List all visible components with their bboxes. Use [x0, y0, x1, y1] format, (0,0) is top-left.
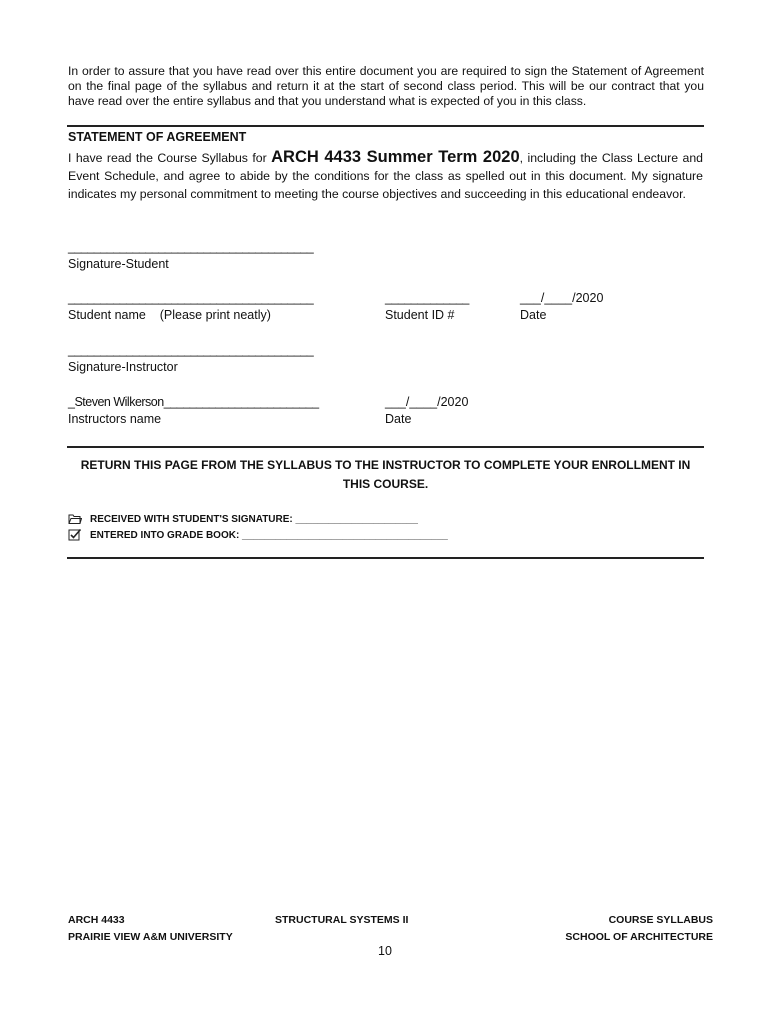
instructor-name-label: Instructors name [68, 412, 162, 426]
checklist-label-grade-book: ENTERED INTO GRADE BOOK: _____________________________________ [90, 529, 448, 541]
student-id-line[interactable]: _____________ [385, 291, 469, 305]
checklist-item-grade-book [68, 529, 448, 541]
footer-course-code: ARCH 4433 [68, 914, 125, 926]
footer-university: PRAIRIE VIEW A&M UNIVERSITY [68, 931, 233, 943]
statement-text-after: , including the Class Lecture and Event Schedule, and agree to abide by the conditions for the class as spelled out in this document. My signature indicates my personal commitment to meeting the course objectives and succeeding in this educational endeavor. [68, 151, 703, 201]
statement-heading: STATEMENT OF AGREEMENT [68, 130, 247, 144]
page-number: 10 [378, 944, 392, 958]
return-instructions: RETURN THIS PAGE FROM THE SYLLABUS TO THE INSTRUCTOR TO COMPLETE YOUR ENROLLMENT IN THIS COURSE. [80, 458, 691, 491]
footer-school: SCHOOL OF ARCHITECTURE [565, 931, 713, 943]
signature-instructor-label: Signature-Instructor [68, 360, 178, 374]
section-divider-middle [67, 446, 704, 448]
checklist-item-received [68, 513, 418, 525]
checked-box-icon[interactable] [68, 529, 82, 541]
footer-course-title: STRUCTURAL SYSTEMS II [275, 914, 409, 926]
student-name-label: Student name (Please print neatly) [68, 308, 271, 322]
instructor-name-line[interactable]: _Steven Wilkerson________________________ [68, 395, 319, 409]
instructor-date-label: Date [385, 412, 412, 426]
folder-icon [68, 513, 82, 525]
checklist-label-received: RECEIVED WITH STUDENT'S SIGNATURE: ______________________ [90, 513, 418, 525]
student-name-line[interactable]: ______________________________________ [68, 291, 314, 305]
student-date-line[interactable]: ___/____/2020 [520, 291, 604, 305]
section-divider-bottom [67, 557, 704, 559]
statement-text-before: I have read the Course Syllabus for [68, 151, 272, 165]
student-id-label: Student ID # [385, 308, 455, 322]
student-date-label: Date [520, 308, 547, 322]
course-name: ARCH 4433 Summer Term 2020 [271, 148, 520, 166]
section-divider-top [67, 125, 704, 127]
instructor-date-line[interactable]: ___/____/2020 [385, 395, 469, 409]
footer-doc-type: COURSE SYLLABUS [608, 914, 713, 926]
intro-paragraph: In order to assure that you have read over this entire document you are required to sign the Statement of Agreement on the final page of the syllabus and return it at the start of second class period. This will be our contract that you have read over the entire syllabus and that you understand what is expected of you in this class. [68, 64, 704, 108]
signature-student-line[interactable]: ______________________________________ [68, 240, 314, 254]
signature-instructor-line[interactable]: ______________________________________ [68, 343, 314, 357]
signature-student-label: Signature-Student [68, 257, 169, 271]
statement-paragraph [68, 148, 703, 203]
